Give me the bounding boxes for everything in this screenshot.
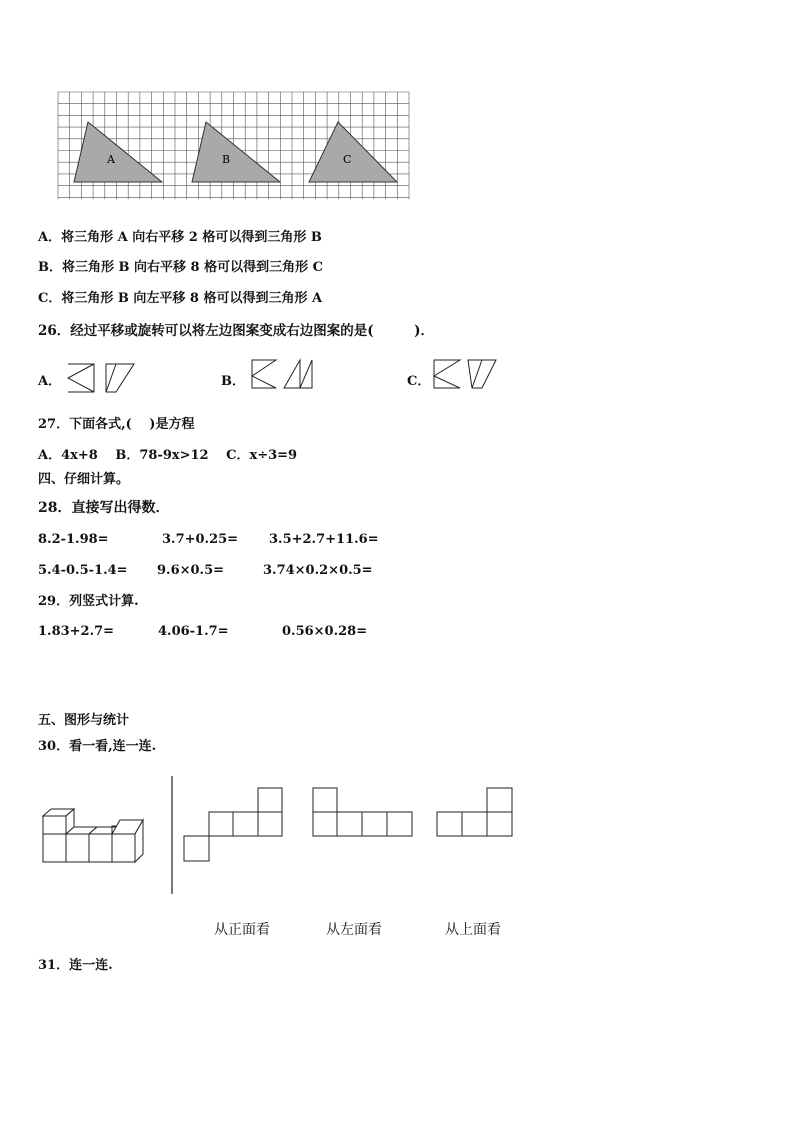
q26-question: 26．经过平移或旋转可以将左边图案变成右边图案的是( )． xyxy=(38,323,435,339)
q28-question: 28．直接写出得数． xyxy=(38,500,170,516)
q28-item-3: 3.5+2.7+11.6= xyxy=(269,532,379,547)
section-4-title: 四、仔细计算。 xyxy=(38,472,130,487)
q29-item-2: 4.06-1.7= xyxy=(158,624,229,639)
top-view-figure xyxy=(436,787,516,839)
q27-options: A．4x+8 B．78-9x>12 C．x÷3=9 xyxy=(38,448,298,463)
triangle-a-label: A xyxy=(107,153,115,166)
vertical-divider xyxy=(170,776,174,896)
q25-option-b: B．将三角形 B 向右平移 8 格可以得到三角形 C xyxy=(38,260,323,275)
q29-item-1: 1.83+2.7= xyxy=(38,624,115,639)
triangle-a xyxy=(74,122,162,182)
q28-item-4: 5.4-0.5-1.4= xyxy=(38,563,128,578)
q27-question: 27．下面各式,( )是方程 xyxy=(38,417,195,432)
view-label-front: 从正面看 xyxy=(214,922,270,938)
left-view-figure xyxy=(312,787,414,839)
q26-option-b-label: B． xyxy=(221,374,245,389)
q26-option-b-figure xyxy=(250,358,320,392)
triangle-c-label: C xyxy=(343,153,352,166)
triangle-c xyxy=(309,122,397,182)
q26-option-a-figure xyxy=(66,360,136,394)
q29-item-3: 0.56×0.28= xyxy=(282,624,368,639)
q28-item-6: 3.74×0.2×0.5= xyxy=(263,563,373,578)
cube-stack-figure xyxy=(42,806,162,866)
q25-option-c: C．将三角形 B 向左平移 8 格可以得到三角形 A xyxy=(38,291,323,306)
q26-option-c-label: C． xyxy=(407,374,431,389)
view-label-left: 从左面看 xyxy=(326,922,382,938)
triangle-b xyxy=(192,122,280,182)
view-label-top: 从上面看 xyxy=(445,922,501,938)
q26-option-c-figure xyxy=(432,358,502,392)
q31-question: 31．连一连. xyxy=(38,958,113,973)
q28-item-5: 9.6×0.5= xyxy=(157,563,225,578)
triangle-b-label: B xyxy=(222,153,231,166)
q30-question: 30．看一看,连一连. xyxy=(38,739,157,754)
q28-item-1: 8.2-1.98= xyxy=(38,532,109,547)
section-5-title: 五、图形与统计 xyxy=(38,713,130,728)
q29-question: 29．列竖式计算. xyxy=(38,594,139,609)
q25-option-a: A．将三角形 A 向右平移 2 格可以得到三角形 B xyxy=(38,230,322,245)
q28-item-2: 3.7+0.25= xyxy=(162,532,239,547)
front-view-figure xyxy=(183,787,283,863)
triangle-grid-figure xyxy=(58,92,418,202)
q26-option-a-label: A． xyxy=(38,374,62,389)
